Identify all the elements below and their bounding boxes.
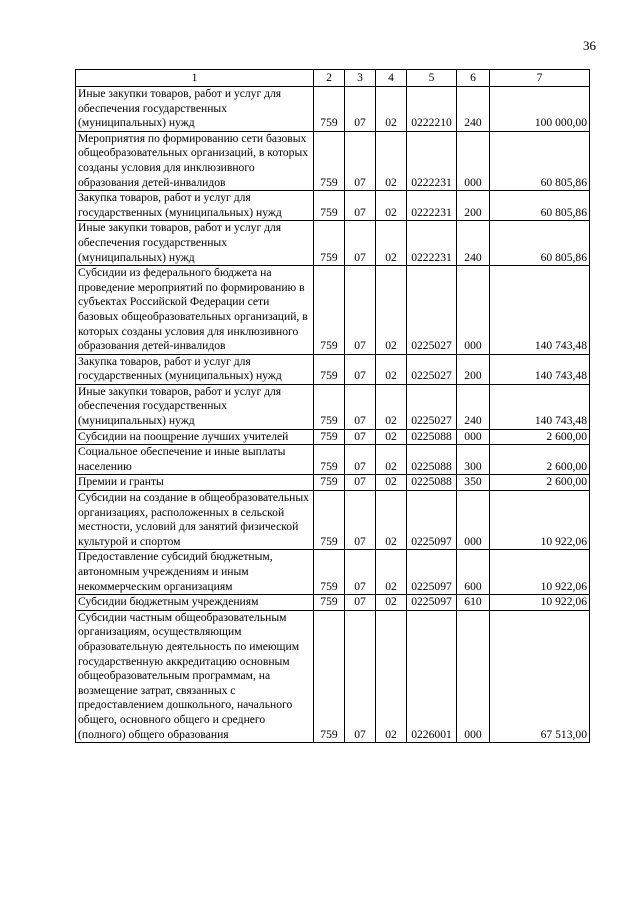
row-code-6: 600 (457, 550, 490, 595)
table-row (76, 266, 590, 355)
header-col-4: 4 (376, 70, 407, 87)
row-code-4: 02 (376, 475, 407, 491)
row-code-2: 759 (314, 384, 345, 429)
row-code-6: 200 (457, 191, 490, 221)
row-sum: 10 922,06 (490, 595, 590, 611)
row-code-5: 0222210 (407, 87, 457, 132)
row-code-4: 02 (376, 610, 407, 742)
row-code-3: 07 (345, 384, 376, 429)
row-code-3: 07 (345, 191, 376, 221)
row-sum: 60 805,86 (490, 191, 590, 221)
row-code-3: 07 (345, 429, 376, 445)
row-sum: 140 743,48 (490, 266, 590, 355)
row-name: Субсидии бюджетным учреждениям (76, 595, 314, 611)
row-name: Иные закупки товаров, работ и услуг для обеспечения государственных (муниципальных) нужд (76, 221, 314, 266)
header-col-5: 5 (407, 70, 457, 87)
row-code-4: 02 (376, 491, 407, 550)
header-col-7: 7 (490, 70, 590, 87)
row-code-3: 07 (345, 475, 376, 491)
row-code-6: 300 (457, 445, 490, 475)
table-row (76, 491, 590, 550)
row-sum: 100 000,00 (490, 87, 590, 132)
page-number: 36 (583, 38, 596, 53)
row-code-4: 02 (376, 221, 407, 266)
row-name: Иные закупки товаров, работ и услуг для обеспечения государственных (муниципальных) нужд (76, 384, 314, 429)
header-col-1: 1 (76, 70, 314, 87)
row-sum: 60 805,86 (490, 131, 590, 190)
row-code-3: 07 (345, 87, 376, 132)
row-code-3: 07 (345, 221, 376, 266)
row-code-4: 02 (376, 191, 407, 221)
row-code-2: 759 (314, 595, 345, 611)
row-code-5: 0225097 (407, 491, 457, 550)
row-sum: 2 600,00 (490, 475, 590, 491)
header-col-3: 3 (345, 70, 376, 87)
row-code-2: 759 (314, 429, 345, 445)
row-code-5: 0225088 (407, 475, 457, 491)
table-row (76, 191, 590, 221)
table-row (76, 354, 590, 384)
row-code-2: 759 (314, 475, 345, 491)
table-row (76, 384, 590, 429)
row-code-4: 02 (376, 429, 407, 445)
row-code-6: 240 (457, 221, 490, 266)
row-sum: 60 805,86 (490, 221, 590, 266)
table-row (76, 429, 590, 445)
row-code-5: 0225027 (407, 266, 457, 355)
row-code-2: 759 (314, 266, 345, 355)
row-code-2: 759 (314, 354, 345, 384)
row-sum: 10 922,06 (490, 550, 590, 595)
row-code-5: 0222231 (407, 131, 457, 190)
row-sum: 140 743,48 (490, 384, 590, 429)
table-row (76, 610, 590, 742)
row-code-5: 0222231 (407, 221, 457, 266)
row-sum: 2 600,00 (490, 429, 590, 445)
row-code-2: 759 (314, 445, 345, 475)
header-row (76, 70, 590, 87)
row-code-4: 02 (376, 87, 407, 132)
row-name: Субсидии частным общеобразовательным организациям, осуществляющим образовательную деятельность по имеющим государственную аккредитацию основным общеобразовательным программам, на возмещение затрат, связанных с предоставлением дошкольного, начального общего, основного общего и среднего (полного) общего образования (76, 610, 314, 742)
row-code-4: 02 (376, 266, 407, 355)
row-name: Субсидии из федерального бюджета на проведение мероприятий по формированию в субъектах Российской Федерации сети базовых общеобразовательных организаций, в которых созданы условия для инклюзивного образования детей-инвалидов (76, 266, 314, 355)
row-code-4: 02 (376, 131, 407, 190)
row-code-4: 02 (376, 354, 407, 384)
row-code-6: 200 (457, 354, 490, 384)
row-code-6: 000 (457, 131, 490, 190)
row-code-5: 0225097 (407, 550, 457, 595)
row-code-5: 0225027 (407, 384, 457, 429)
row-name: Субсидии на создание в общеобразовательных организациях, расположенных в сельской местности, условий для занятий физической культурой и спортом (76, 491, 314, 550)
row-code-3: 07 (345, 354, 376, 384)
row-name: Субсидии на поощрение лучших учителей (76, 429, 314, 445)
table-row (76, 87, 590, 132)
row-code-3: 07 (345, 610, 376, 742)
row-name: Предоставление субсидий бюджетным, автономным учреждениям и иным некоммерческим организациям (76, 550, 314, 595)
table-row (76, 595, 590, 611)
row-code-4: 02 (376, 445, 407, 475)
row-code-4: 02 (376, 384, 407, 429)
row-code-6: 240 (457, 87, 490, 132)
row-code-6: 240 (457, 384, 490, 429)
row-sum: 2 600,00 (490, 445, 590, 475)
table-row (76, 221, 590, 266)
row-code-5: 0222231 (407, 191, 457, 221)
row-code-5: 0226001 (407, 610, 457, 742)
row-code-3: 07 (345, 491, 376, 550)
row-code-5: 0225088 (407, 429, 457, 445)
row-name: Иные закупки товаров, работ и услуг для обеспечения государственных (муниципальных) нужд (76, 87, 314, 132)
row-code-6: 000 (457, 491, 490, 550)
row-code-3: 07 (345, 131, 376, 190)
row-code-3: 07 (345, 266, 376, 355)
row-code-4: 02 (376, 595, 407, 611)
row-code-6: 610 (457, 595, 490, 611)
row-code-4: 02 (376, 550, 407, 595)
row-sum: 140 743,48 (490, 354, 590, 384)
table-row (76, 475, 590, 491)
row-name: Премии и гранты (76, 475, 314, 491)
row-name: Закупка товаров, работ и услуг для государственных (муниципальных) нужд (76, 354, 314, 384)
row-code-2: 759 (314, 491, 345, 550)
row-code-5: 0225097 (407, 595, 457, 611)
header-col-2: 2 (314, 70, 345, 87)
row-code-5: 0225088 (407, 445, 457, 475)
row-code-6: 350 (457, 475, 490, 491)
row-code-5: 0225027 (407, 354, 457, 384)
row-code-6: 000 (457, 266, 490, 355)
row-code-2: 759 (314, 610, 345, 742)
row-code-6: 000 (457, 429, 490, 445)
row-name: Закупка товаров, работ и услуг для государственных (муниципальных) нужд (76, 191, 314, 221)
table-row (76, 550, 590, 595)
header-col-6: 6 (457, 70, 490, 87)
row-code-2: 759 (314, 87, 345, 132)
row-code-3: 07 (345, 595, 376, 611)
row-sum: 67 513,00 (490, 610, 590, 742)
row-code-3: 07 (345, 445, 376, 475)
row-name: Мероприятия по формированию сети базовых общеобразовательных организаций, в которых созданы условия для инклюзивного образования детей-инвалидов (76, 131, 314, 190)
row-name: Социальное обеспечение и иные выплаты населению (76, 445, 314, 475)
row-code-3: 07 (345, 550, 376, 595)
table-body (76, 87, 590, 743)
row-code-2: 759 (314, 191, 345, 221)
row-sum: 10 922,06 (490, 491, 590, 550)
budget-table (75, 69, 590, 743)
row-code-6: 000 (457, 610, 490, 742)
row-code-2: 759 (314, 550, 345, 595)
row-code-2: 759 (314, 131, 345, 190)
table-row (76, 445, 590, 475)
table-row (76, 131, 590, 190)
row-code-2: 759 (314, 221, 345, 266)
